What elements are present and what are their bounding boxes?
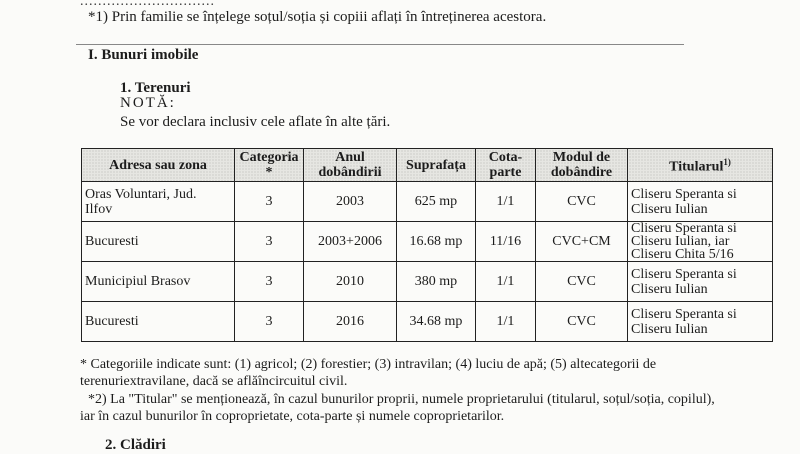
cell-year: 2003: [304, 182, 397, 222]
header-category: Categoria *: [235, 149, 304, 182]
cell-area: 34.68 mp: [397, 302, 476, 342]
cell-holder: Cliseru Speranta si Cliseru Iulian: [628, 302, 773, 342]
cell-share: 1/1: [476, 262, 536, 302]
cell-category: 3: [235, 302, 304, 342]
category-footnote-line-2: terenuriextravilane, dacă se aflăîncircuitul civil.: [80, 374, 348, 389]
cell-holder: Cliseru Speranta si Cliseru Iulian, iar Cliseru Chita 5/16: [628, 222, 773, 262]
land-table: [81, 148, 773, 342]
cell-holder: Cliseru Speranta si Cliseru Iulian: [628, 182, 773, 222]
cell-area: 16.68 mp: [397, 222, 476, 262]
cell-share: 1/1: [476, 302, 536, 342]
cell-address: Municipiul Brasov: [82, 262, 235, 302]
header-year: Anul dobândirii: [304, 149, 397, 182]
section-title: I. Bunuri imobile: [88, 47, 199, 63]
cell-address: Bucuresti: [82, 302, 235, 342]
table-header-row: [82, 149, 773, 182]
note-text: Se vor declara inclusiv cele aflate în alte țări.: [120, 114, 391, 130]
next-section-title: 2. Clădiri: [105, 437, 166, 453]
header-holder: Titularul$^{1)}$: [628, 149, 773, 182]
cell-year: 2016: [304, 302, 397, 342]
cell-mode: CVC: [536, 302, 628, 342]
note-label: NOTĂ:: [120, 95, 176, 111]
cell-mode: CVC+CM: [536, 222, 628, 262]
cell-mode: CVC: [536, 262, 628, 302]
cell-area: 380 mp: [397, 262, 476, 302]
cell-year: 2010: [304, 262, 397, 302]
header-mode: Modul de dobândire: [536, 149, 628, 182]
header-share: Cota- parte: [476, 149, 536, 182]
cell-address: Bucuresti: [82, 222, 235, 262]
cell-category: 3: [235, 262, 304, 302]
cell-share: 11/16: [476, 222, 536, 262]
cell-area: 625 mp: [397, 182, 476, 222]
cell-category: 3: [235, 222, 304, 262]
header-area: Suprafața: [397, 149, 476, 182]
table-row: [82, 182, 773, 222]
top-dotted-line: ..............................: [80, 0, 215, 9]
subsection-title: 1. Terenuri: [120, 80, 191, 96]
holder-footnote-line-1: *2) La "Titular" se menționează, în cazul bunurilor proprii, numele proprietarului (titularul, soțul/soția, copilul),: [88, 392, 715, 407]
cell-holder: Cliseru Speranta si Cliseru Iulian: [628, 262, 773, 302]
table-row: [82, 222, 773, 262]
table-row: [82, 262, 773, 302]
cell-share: 1/1: [476, 182, 536, 222]
footnote-family-definition: *1) Prin familie se înțelege soțul/soția și copiii aflați în întreținerea acestora.: [88, 9, 547, 25]
table-row: [82, 302, 773, 342]
cell-category: 3: [235, 182, 304, 222]
category-footnote-line-1: * Categoriile indicate sunt: (1) agricol; (2) forestier; (3) intravilan; (4) luciu de apă; (5) altecategorii de: [80, 357, 657, 372]
separator-line: [76, 44, 684, 45]
cell-address: Oras Voluntari, Jud. Ilfov: [82, 182, 235, 222]
holder-footnote-line-2: iar în cazul bunurilor în coproprietate, cota-parte și numele coproprietarilor.: [80, 409, 505, 424]
cell-year: 2003+2006: [304, 222, 397, 262]
header-address: Adresa sau zona: [82, 149, 235, 182]
cell-mode: CVC: [536, 182, 628, 222]
